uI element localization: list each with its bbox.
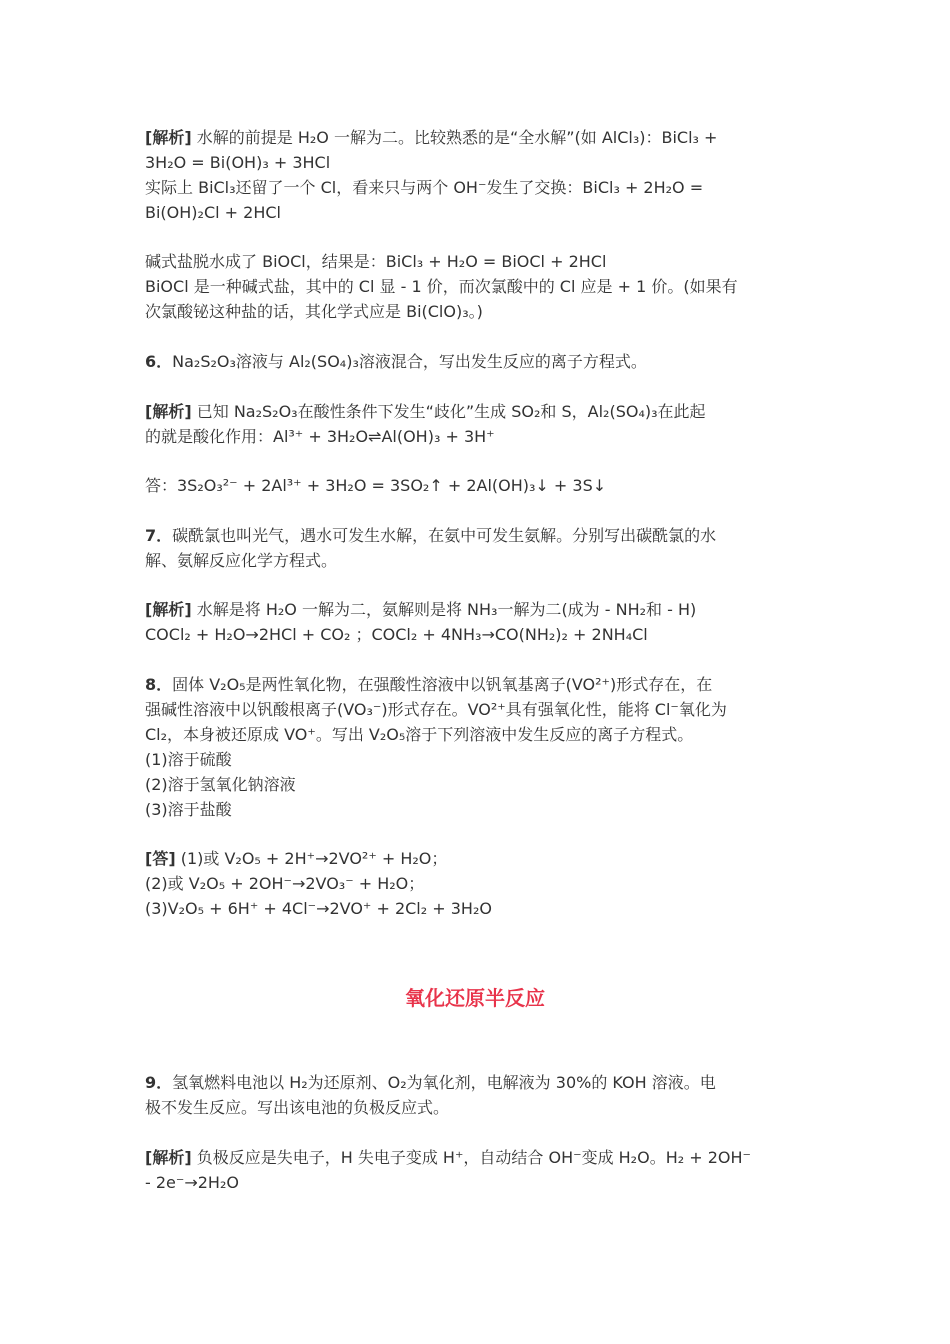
- text-line: [145, 275, 738, 299]
- line-text: (1)或 V₂O₅ + 2H⁺→2VO²⁺ + H₂O；: [175, 849, 448, 868]
- line-lead: [答]: [145, 849, 176, 868]
- line-lead: [解析]: [145, 1148, 192, 1167]
- line-text: - 2e⁻→2H₂O: [145, 1173, 239, 1192]
- text-line: [145, 176, 703, 200]
- text-line: [145, 773, 296, 797]
- line-text: (2)或 V₂O₅ + 2OH⁻→2VO₃⁻ + H₂O；: [145, 874, 425, 893]
- line-text: 水解的前提是 H₂O 一解为二。比较熟悉的是“全水解”(如 AlCl₃)：BiCl₃ +: [191, 128, 718, 147]
- line-text: 负极反应是失电子，H 失电子变成 H⁺，自动结合 OH⁻变成 H₂O。H₂ + 2OH⁻: [191, 1148, 751, 1167]
- line-text: 答：3S₂O₃²⁻ + 2Al³⁺ + 3H₂O = 3SO₂↑ + 2Al(OH)₃↓ + 3S↓: [145, 476, 607, 495]
- text-line: [145, 1146, 751, 1170]
- line-text: 的就是酸化作用：Al³⁺ + 3H₂O⇌Al(OH)₃ + 3H⁺: [145, 427, 495, 446]
- line-text: 水解是将 H₂O 一解为二，氨解则是将 NH₃一解为二(成为 - NH₂和 - H): [191, 600, 697, 619]
- text-line: [145, 897, 492, 921]
- text-line: [145, 798, 232, 822]
- line-text: (3)溶于盐酸: [145, 800, 232, 819]
- line-lead: [解析]: [145, 128, 192, 147]
- question-number: 7．: [145, 526, 173, 545]
- text-line: [145, 598, 696, 622]
- line-text: 氢氧燃料电池以 H₂为还原剂、O₂为氧化剂，电解液为 30%的 KOH 溶液。电: [172, 1073, 716, 1092]
- line-text: 次氯酸铋这种盐的话，其化学式应是 Bi(ClO)₃。): [145, 302, 483, 321]
- question-8: [145, 673, 712, 697]
- text-line: [145, 474, 606, 498]
- line-text: 碳酰氯也叫光气，遇水可发生水解，在氨中可发生氨解。分别写出碳酰氯的水: [172, 526, 717, 545]
- line-lead: [解析]: [145, 600, 192, 619]
- line-text: (1)溶于硫酸: [145, 750, 232, 769]
- question-number: 9．: [145, 1073, 173, 1092]
- question-7: [145, 524, 716, 548]
- question-9: [145, 1071, 716, 1095]
- text-line: [145, 623, 648, 647]
- line-text: Cl₂，本身被还原成 VO⁺。写出 V₂O₅溶于下列溶液中发生反应的离子方程式。: [145, 725, 694, 744]
- text-line: [145, 723, 693, 747]
- section-title: 氧化还原半反应: [405, 986, 545, 1010]
- text-line: [145, 1171, 239, 1195]
- line-text: 已知 Na₂S₂O₃在酸性条件下发生“歧化”生成 SO₂和 S，Al₂(SO₄)₃在此起: [191, 402, 706, 421]
- text-line: [145, 549, 337, 573]
- line-text: 解、氨解反应化学方程式。: [145, 551, 338, 570]
- line-text: COCl₂ + H₂O→2HCl + CO₂ ；COCl₂ + 4NH₃→CO(NH₂)₂ + 2NH₄Cl: [145, 625, 648, 644]
- line-text: (3)V₂O₅ + 6H⁺ + 4Cl⁻→2VO⁺ + 2Cl₂ + 3H₂O: [145, 899, 492, 918]
- text-line: [145, 201, 281, 225]
- line-text: 极不发生反应。写出该电池的负极反应式。: [145, 1098, 450, 1117]
- line-text: Na₂S₂O₃溶液与 Al₂(SO₄)₃溶液混合，写出发生反应的离子方程式。: [172, 352, 647, 371]
- question-number: 6．: [145, 352, 173, 371]
- line-text: 强碱性溶液中以钒酸根离子(VO₃⁻)形式存在。VO²⁺具有强氧化性，能将 Cl⁻氧化为: [145, 700, 727, 719]
- line-text: BiOCl 是一种碱式盐，其中的 Cl 显 - 1 价，而次氯酸中的 Cl 应是 + 1 价。(如果有: [145, 277, 738, 296]
- text-line: [145, 872, 424, 896]
- line-text: Bi(OH)₂Cl + 2HCl: [145, 203, 281, 222]
- text-line: [145, 425, 495, 449]
- line-text: 3H₂O = Bi(OH)₃ + 3HCl: [145, 153, 331, 172]
- text-line: [145, 698, 727, 722]
- text-line: [145, 748, 232, 772]
- line-lead: [解析]: [145, 402, 192, 421]
- text-line: [145, 1096, 449, 1120]
- text-line: [145, 250, 606, 274]
- line-text: 碱式盐脱水成了 BiOCl，结果是：BiCl₃ + H₂O = BiOCl + 2HCl: [145, 252, 607, 271]
- text-line: [145, 151, 330, 175]
- question-6: [145, 350, 647, 374]
- text-line: [145, 400, 706, 424]
- question-number: 8．: [145, 675, 173, 694]
- line-text: (2)溶于氢氧化钠溶液: [145, 775, 296, 794]
- text-line: [145, 126, 717, 150]
- text-line: [145, 300, 483, 324]
- text-line: [145, 847, 447, 871]
- line-text: 固体 V₂O₅是两性氧化物，在强酸性溶液中以钒氧基离子(VO²⁺)形式存在，在: [172, 675, 713, 694]
- line-text: 实际上 BiCl₃还留了一个 Cl，看来只与两个 OH⁻发生了交换：BiCl₃ + 2H₂O =: [145, 178, 704, 197]
